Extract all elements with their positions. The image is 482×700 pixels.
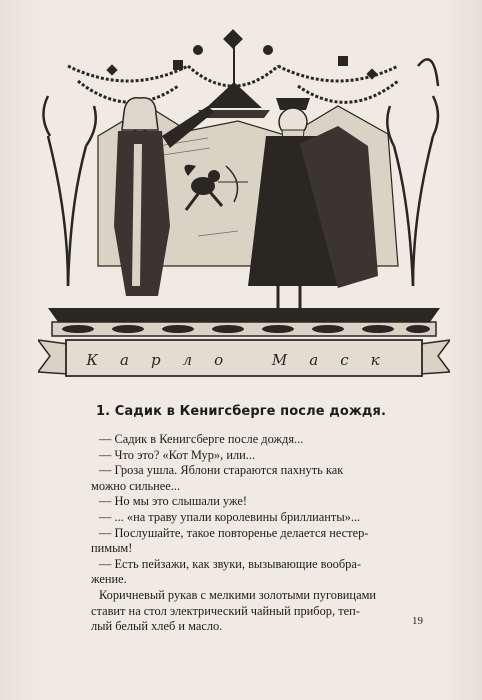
text-line: — Гроза ушла. Яблони стараются пахнуть как xyxy=(99,463,344,478)
left-palm-ornament xyxy=(43,96,95,286)
body-text xyxy=(91,432,411,635)
chapter-title: 1. Садик в Кенигсберге после дождя. xyxy=(95,404,387,419)
text-line: ставит на стол электрический чайный прибор, теп- xyxy=(91,603,360,618)
text-line: — Садик в Кенигсберге после дождя... xyxy=(99,432,304,446)
text-line: пимым! xyxy=(91,541,133,556)
text-line: — ... «на траву упали королевины бриллианты»... xyxy=(99,509,361,524)
text-line: жение. xyxy=(91,572,127,587)
banner-text: Карло Маск xyxy=(86,351,402,369)
text-line: можно сильнее... xyxy=(91,478,181,493)
text-line: Коричневый рукав с мелкими золотыми пуговицами xyxy=(99,587,377,602)
banner-ribbon xyxy=(38,340,450,376)
jewel-ornaments xyxy=(106,29,377,80)
text-line: — Но мы это слышали уже! xyxy=(99,494,247,509)
text-line: — Есть пейзажи, как звуки, вызывающие вообра- xyxy=(99,556,361,571)
stage-platform xyxy=(48,308,440,336)
woodcut-illustration xyxy=(38,26,450,384)
text-line: — Послушайте, такое повторенье делается нестер- xyxy=(99,525,369,540)
text-line: лый белый хлеб и масло. xyxy=(91,619,223,634)
text-line: — Что это? «Кот Мур», или... xyxy=(99,447,256,462)
page-number: 19 xyxy=(412,615,423,627)
